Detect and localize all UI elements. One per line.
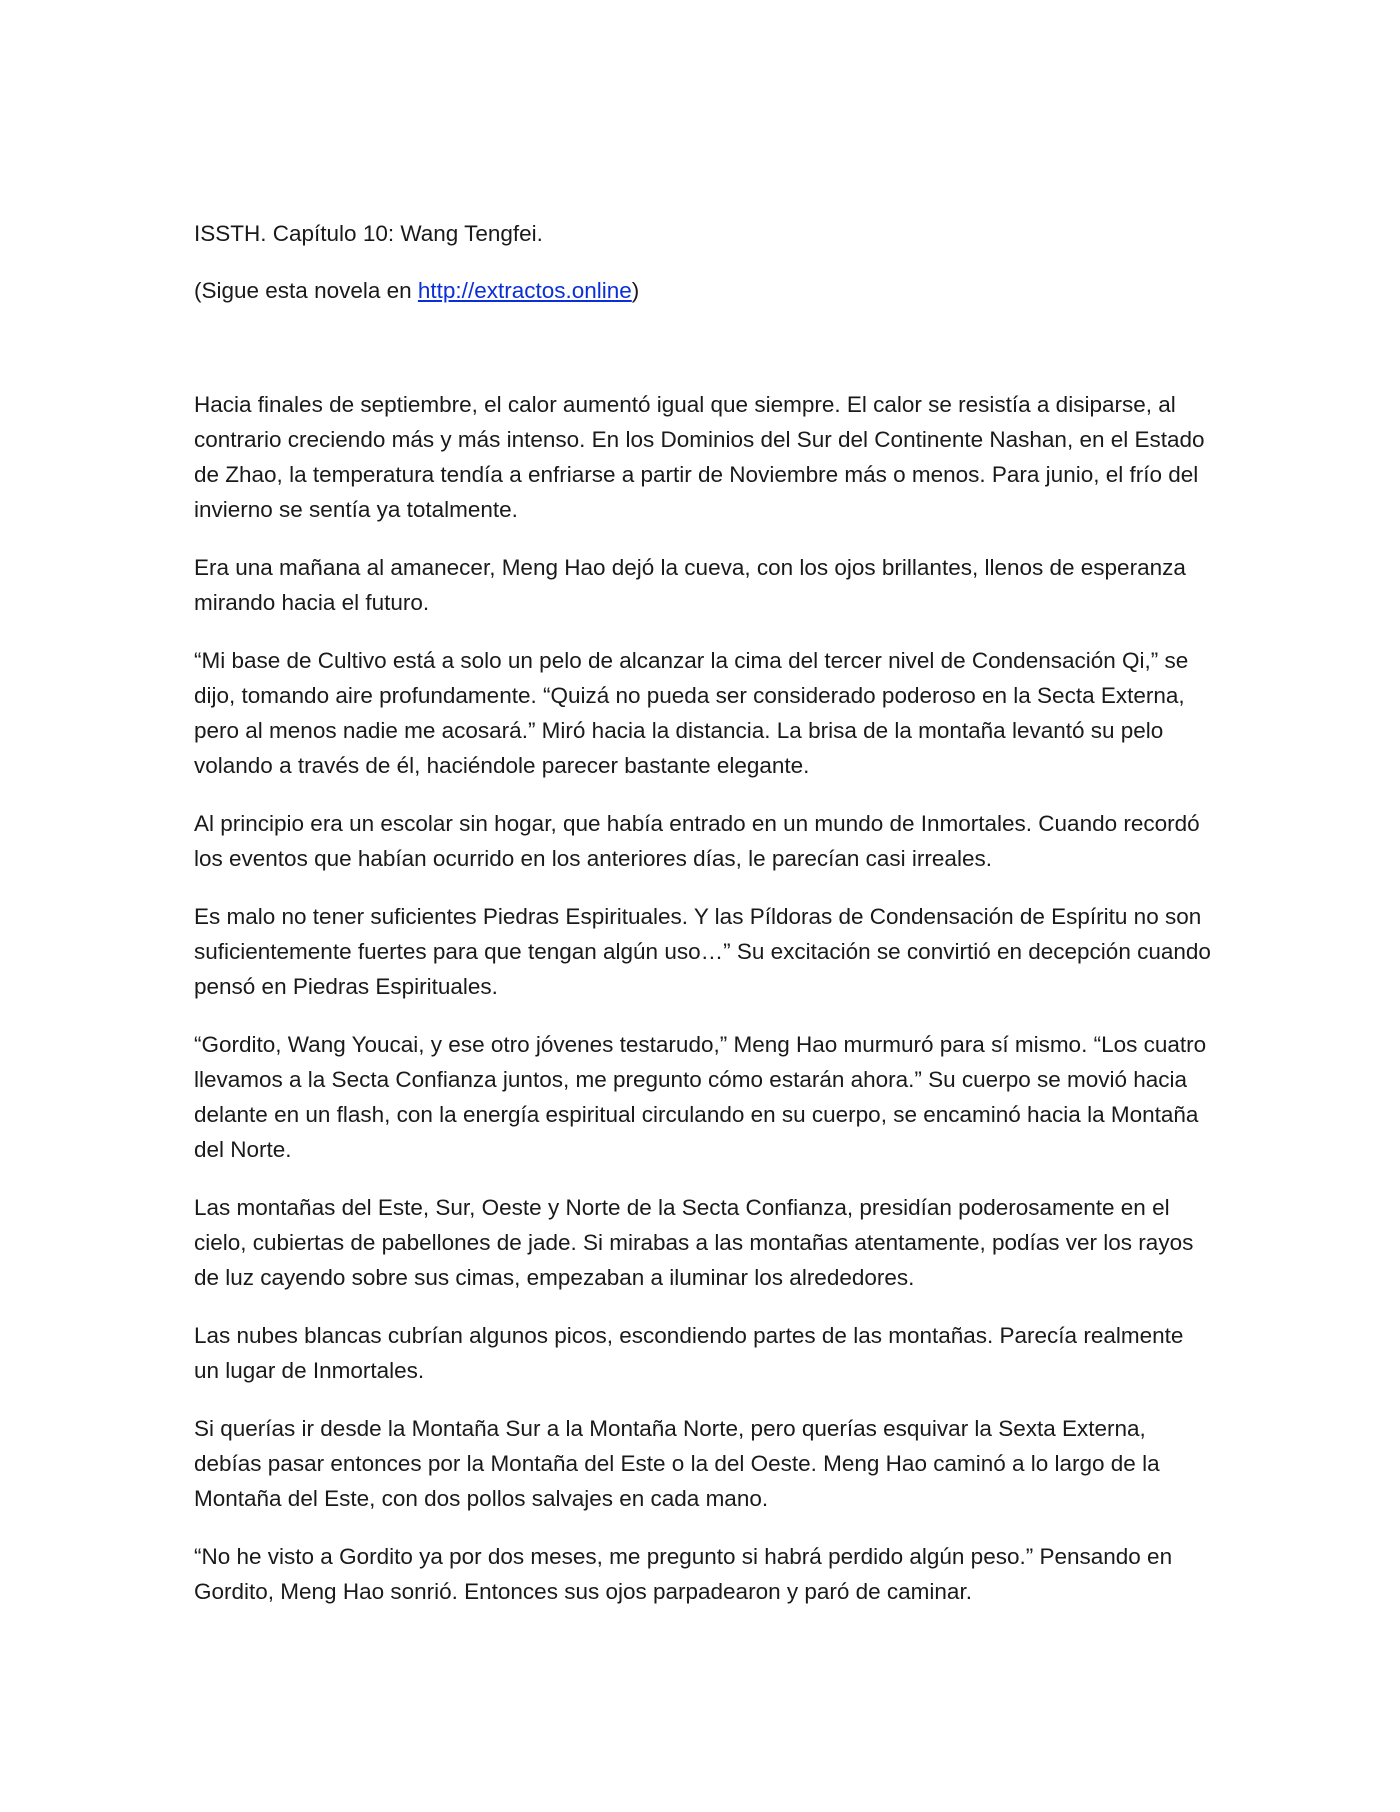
paragraph-5: Es malo no tener suficientes Piedras Espirituales. Y las Píldoras de Condensación de Espíritu no son suficientemente fuertes para que tengan algún uso…” Su excitación se convirtió en decepción cuando pensó en Piedras Espirituales. [194, 904, 1211, 999]
paragraph-7: Las montañas del Este, Sur, Oeste y Norte de la Secta Confianza, presidían poderosamente en el cielo, cubiertas de pabellones de jade. Si mirabas a las montañas atentamente, podías ver los rayos de luz cayendo sobre sus cimas, empezaban a iluminar los alrededores. [194, 1195, 1194, 1290]
paragraph-4: Al principio era un escolar sin hogar, que había entrado en un mundo de Inmortales. Cuando recordó los eventos que habían ocurrido en los anteriores días, le parecían casi irreales. [194, 811, 1200, 871]
paragraph-1: Hacia finales de septiembre, el calor aumentó igual que siempre. El calor se resistía a disiparse, al contrario creciendo más y más intenso. En los Dominios del Sur del Continente Nashan, en el Estado de Zhao, la temperatura tendía a enfriarse a partir de Noviembre más o menos. Para junio, el frío del invierno se sentía ya totalmente. [194, 392, 1205, 522]
paragraph-2: Era una mañana al amanecer, Meng Hao dejó la cueva, con los ojos brillantes, llenos de esperanza mirando hacia el futuro. [194, 555, 1186, 615]
paragraph-10: “No he visto a Gordito ya por dos meses, me pregunto si habrá perdido algún peso.” Pensando en Gordito, Meng Hao sonrió. Entonces sus ojos parpadearon y paró de caminar. [194, 1544, 1173, 1604]
paragraph-6: “Gordito, Wang Youcai, y ese otro jóvenes testarudo,” Meng Hao murmuró para sí mismo. “Los cuatro llevamos a la Secta Confianza juntos, me pregunto cómo estarán ahora.” Su cuerpo se movió hacia delante en un flash, con la energía espiritual circulando en su cuerpo, se encaminó hacia la Montaña del Norte. [194, 1032, 1207, 1162]
paragraph-3: “Mi base de Cultivo está a solo un pelo de alcanzar la cima del tercer nivel de Condensación Qi,” se dijo, tomando aire profundamente. “Quizá no pueda ser considerado poderoso en la Secta Externa, pero al menos nadie me acosará.” Miró hacia la distancia. La brisa de la montaña levantó su pelo volando a través de él, haciéndole parecer bastante elegante. [194, 648, 1189, 778]
chapter-title: ISSTH. Capítulo 10: Wang Tengfei. [194, 221, 543, 246]
document-body [194, 216, 1214, 1632]
paragraph-8: Las nubes blancas cubrían algunos picos, escondiendo partes de las montañas. Parecía realmente un lugar de Inmortales. [194, 1323, 1184, 1383]
source-suffix: ) [631, 278, 640, 303]
source-line [194, 273, 1214, 308]
paragraph-9: Si querías ir desde la Montaña Sur a la Montaña Norte, pero querías esquivar la Sexta Externa, debías pasar entonces por la Montaña del Este o la del Oeste. Meng Hao caminó a lo largo de la Montaña del Este, con dos pollos salvajes en cada mano. [194, 1416, 1160, 1511]
source-link[interactable]: http://extractos.online [417, 278, 632, 303]
source-prefix: (Sigue esta novela en [194, 278, 418, 303]
